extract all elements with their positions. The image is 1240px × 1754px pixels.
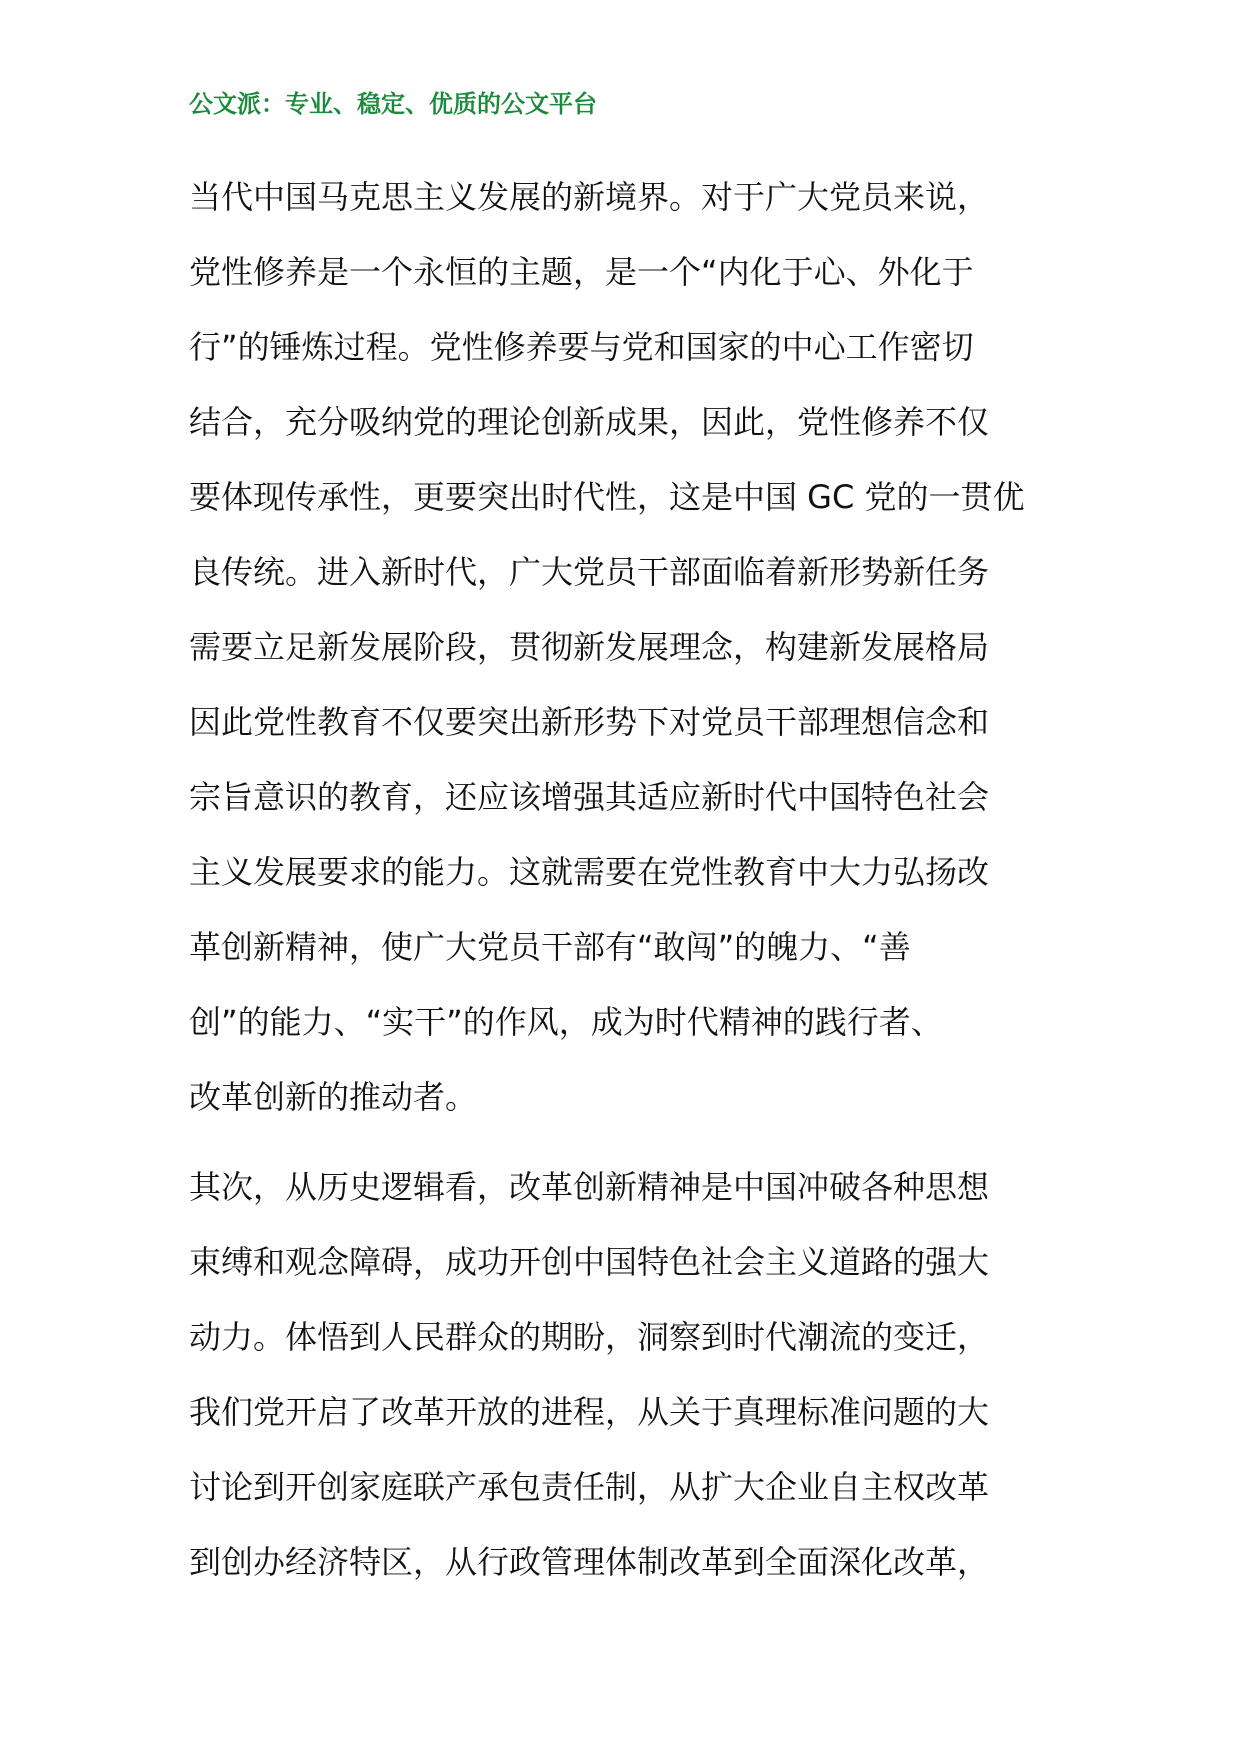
text-line: 束缚和观念障碍，成功开创中国特色社会主义道路的强大: [189, 1243, 990, 1281]
text-line: 其次，从历史逻辑看，改革创新精神是中国冲破各种思想: [189, 1168, 990, 1206]
text-line: 到创办经济特区，从行政管理体制改革到全面深化改革，: [189, 1543, 990, 1581]
text-line: 我们党开启了改革开放的进程，从关于真理标准问题的大: [189, 1393, 990, 1431]
text-line: 良传统。进入新时代，广大党员干部面临着新形势新任务: [189, 553, 990, 591]
text-line: 创”的能力、“实干”的作风，成为时代精神的践行者、: [189, 1003, 943, 1041]
paragraph-2: [189, 1150, 1069, 1600]
text-line: 动力。体悟到人民群众的期盼，洞察到时代潮流的变迁，: [189, 1318, 990, 1356]
site-header: 公文派：专业、稳定、优质的公文平台: [189, 89, 597, 118]
text-line: 革创新精神，使广大党员干部有“敢闯”的魄力、“善: [189, 928, 911, 966]
text-line: 主义发展要求的能力。这就需要在党性教育中大力弘扬改: [189, 853, 990, 891]
text-line: 宗旨意识的教育，还应该增强其适应新时代中国特色社会: [189, 778, 990, 816]
text-line: 要体现传承性，更要突出时代性，这是中国 GC 党的一贯优: [189, 478, 1025, 516]
text-line: 改革创新的推动者。: [189, 1078, 478, 1116]
text-line: 需要立足新发展阶段，贯彻新发展理念，构建新发展格局: [189, 628, 990, 666]
paragraph-1: [189, 160, 1069, 1135]
text-line: 因此党性教育不仅要突出新形势下对党员干部理想信念和: [189, 703, 990, 741]
text-line: 党性修养是一个永恒的主题，是一个“内化于心、外化于: [189, 253, 974, 291]
text-line: 讨论到开创家庭联产承包责任制，从扩大企业自主权改革: [189, 1468, 990, 1506]
text-line: 结合，充分吸纳党的理论创新成果，因此，党性修养不仅: [189, 403, 990, 441]
text-line: 行”的锤炼过程。党性修养要与党和国家的中心工作密切: [189, 328, 974, 366]
text-line: 当代中国马克思主义发展的新境界。对于广大党员来说，: [189, 178, 990, 216]
